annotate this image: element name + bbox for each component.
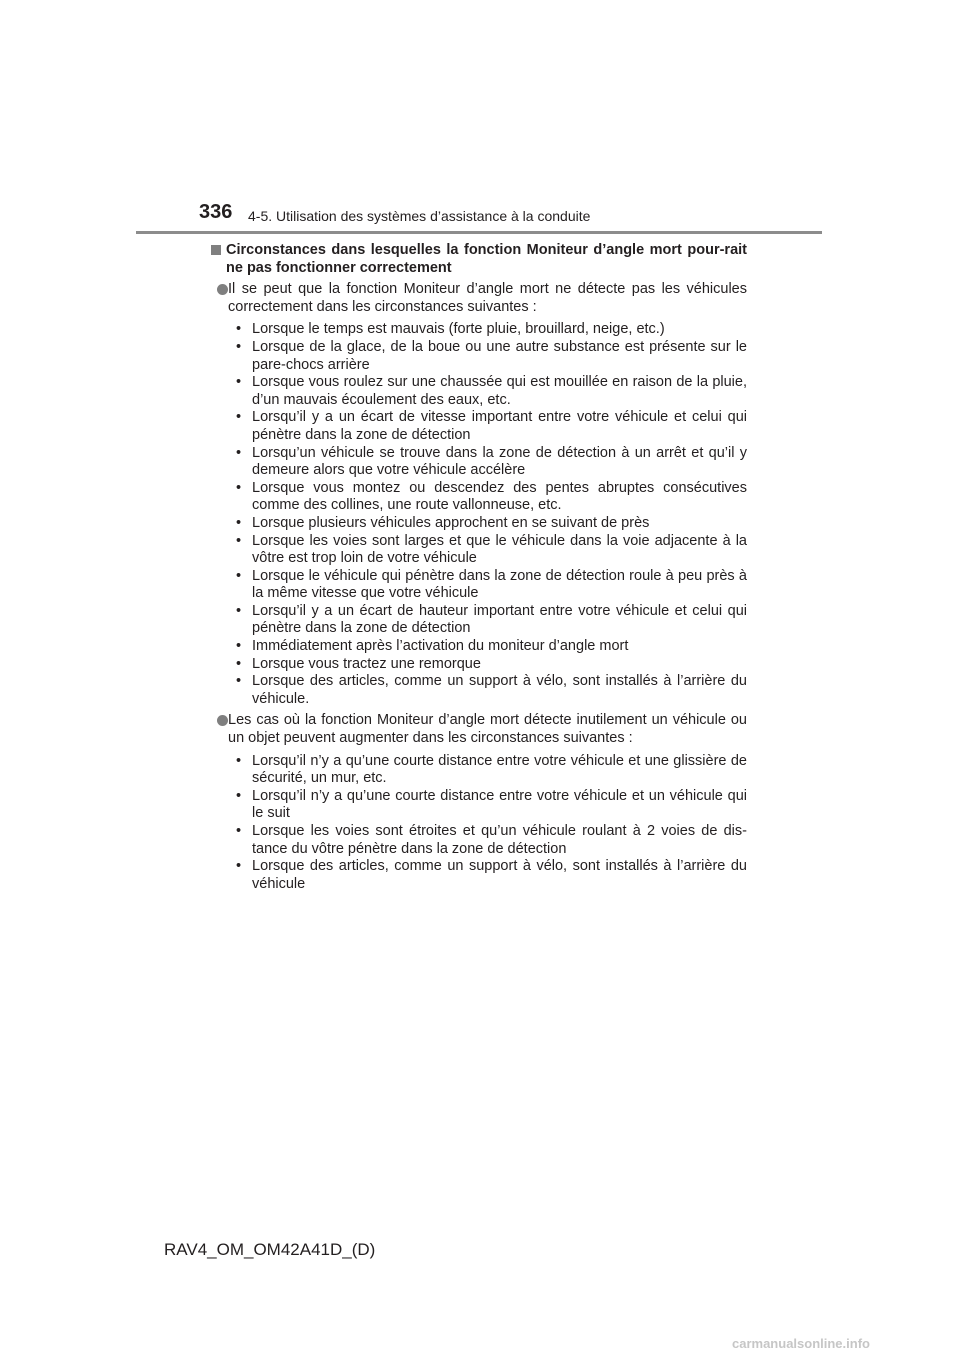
list-item-text: Lorsque les voies sont étroites et qu’un véhicule roulant à 2 voies de dis-tance du vôtre pénètre dans la zone de détection [252,823,747,857]
dot-bullet-icon: • [236,787,242,804]
list-item-text: Lorsque des articles, comme un support à vélo, sont installés à l’arrière du véhicule [252,858,747,892]
dot-bullet-icon: • [236,409,242,426]
paragraph-1-text: Il se peut que la fonction Moniteur d’angle mort ne détecte pas les véhicules correctement dans les circonstances suivantes : [228,281,747,315]
list-item [210,480,747,515]
list-item-text: Lorsqu’il n’y a qu’une courte distance entre votre véhicule et une glissière de sécurité, un mur, etc. [252,752,747,787]
paragraph-1 [199,281,747,316]
dot-bullet-icon: • [236,638,242,655]
dot-bullet-icon: • [236,479,242,496]
list-item [210,753,747,788]
list-item-text: Lorsqu’il y a un écart de vitesse important entre votre véhicule et celui qui pénètre dans la zone de détection [252,409,747,443]
section-heading [210,242,747,277]
watermark: carmanualsonline.info [732,1336,870,1351]
page-number: 336 [199,201,233,223]
list-item [210,321,747,339]
list-item-text: Lorsqu’il y a un écart de hauteur important entre votre véhicule et celui qui pénètre dans la zone de détection [252,602,747,637]
dot-bullet-icon: • [236,673,242,690]
list-item [210,409,747,444]
list-item [210,788,747,823]
list-item-text: Lorsque vous montez ou descendez des pentes abruptes consécutives comme des collines, une route vallonneuse, etc. [252,479,747,514]
list-item-text: Lorsque de la glace, de la boue ou une autre substance est présente sur le pare-chocs arrière [252,338,747,373]
circle-bullet-icon [217,284,228,295]
dot-bullet-icon: • [236,655,242,672]
paragraph-2-text: Les cas où la fonction Moniteur d’angle mort détecte inutilement un véhicule ou un objet peuvent augmenter dans les circonstances suivantes : [228,712,747,747]
section-heading-text: Circonstances dans lesquelles la fonction Moniteur d’angle mort pour-rait ne pas fonctionner correctement [226,242,747,276]
list-item [210,515,747,533]
dot-bullet-icon: • [236,823,242,839]
list-item-text: Lorsque vous roulez sur une chaussée qui est mouillée en raison de la pluie, d’un mauvais écoulement des eaux, etc. [252,374,747,408]
list-item [210,568,747,603]
header-rule [136,231,822,234]
list-item-text: Lorsque vous tractez une remorque [252,655,481,672]
dot-bullet-icon: • [236,532,242,549]
dot-bullet-icon: • [236,338,242,355]
list-item-text: Lorsqu’un véhicule se trouve dans la zone de détection à un arrêt et qu’il y demeure alors que votre véhicule accélère [252,444,747,479]
list-item-text: Lorsque des articles, comme un support à vélo, sont installés à l’arrière du véhicule. [252,673,747,707]
page-content [210,242,747,897]
dot-bullet-icon: • [236,321,242,338]
dot-bullet-icon: • [236,602,242,619]
list-item [210,533,747,568]
dot-bullet-icon: • [236,514,242,531]
list-item [210,823,747,858]
dot-bullet-icon: • [236,374,242,391]
list-item [210,374,747,409]
list-item [210,603,747,638]
dot-bullet-icon: • [236,567,242,584]
list-item [210,656,747,674]
list-item-text: Immédiatement après l’activation du moniteur d’angle mort [252,638,629,655]
dot-bullet-icon: • [236,858,242,875]
list-item [210,339,747,374]
circle-bullet-icon [217,715,228,726]
list-item [210,673,747,708]
square-bullet-icon [211,245,221,255]
list-item [210,638,747,656]
list-item [210,445,747,480]
list-item-text: Lorsque les voies sont larges et que le véhicule dans la voie adjacente à la vôtre est trop loin de votre véhicule [252,532,747,567]
list-item-text: Lorsqu’il n’y a qu’une courte distance entre votre véhicule et un véhicule qui le suit [252,787,747,822]
list-item-text: Lorsque le véhicule qui pénètre dans la zone de détection roule à peu près à la même vitesse que votre véhicule [252,567,747,602]
dot-bullet-icon: • [236,752,242,769]
chapter-title: 4-5. Utilisation des systèmes d’assistance à la conduite [248,208,591,224]
list-item-text: Lorsque plusieurs véhicules approchent en se suivant de près [252,514,650,531]
list-2 [210,753,747,894]
dot-bullet-icon: • [236,444,242,461]
list-item [210,858,747,893]
document-code: RAV4_OM_OM42A41D_(D) [164,1240,376,1259]
list-1 [210,321,747,708]
list-item-text: Lorsque le temps est mauvais (forte pluie, brouillard, neige, etc.) [252,321,665,338]
paragraph-2 [199,712,747,747]
